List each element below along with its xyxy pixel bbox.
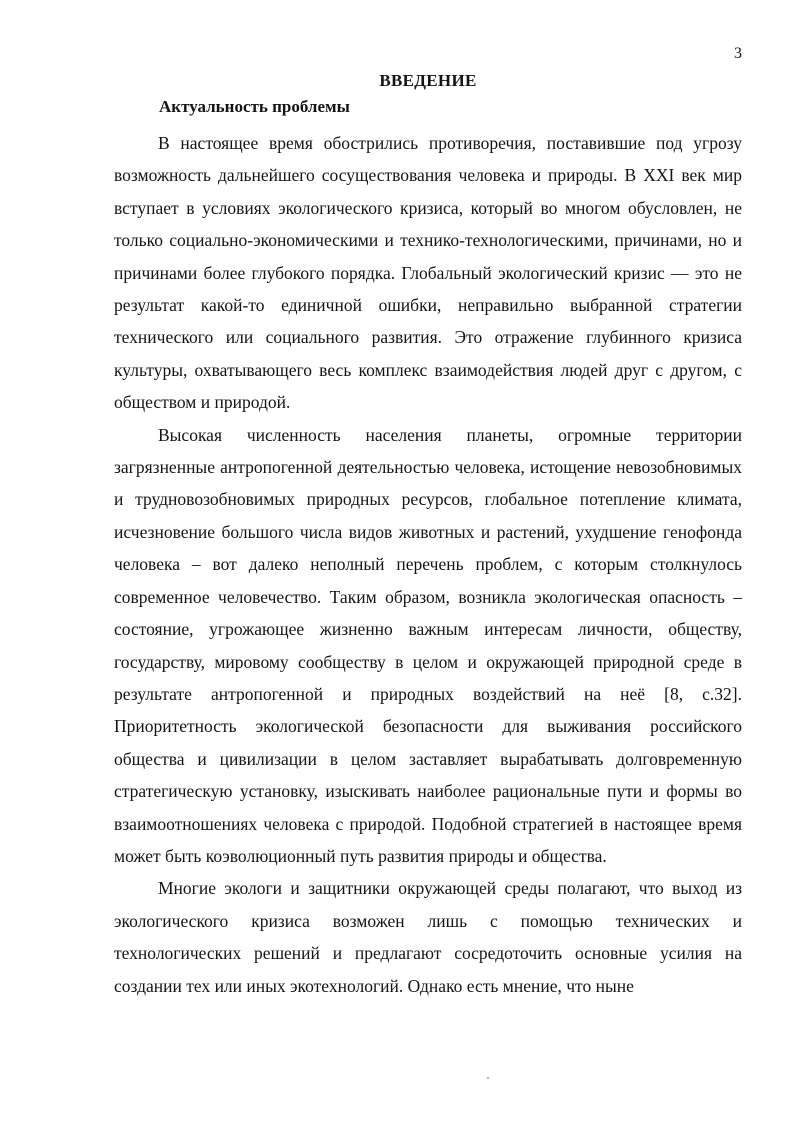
page-content — [114, 71, 742, 1002]
scan-artifact — [487, 1077, 489, 1079]
chapter-title: ВВЕДЕНИЕ — [379, 71, 477, 90]
paragraph-2: Высокая численность населения планеты, огромные территории загрязненные антропогенной деятельностью человека, истощение невозобновимых и трудновозобновимых природных ресурсов, глобальное потепление климата, исчезновение большого числа видов животных и растений, ухудшение генофонда человека – вот далеко неполный перечень проблем, с которым столкнулось современное человечество. Таким образом, возникла экологическая опасность – состояние, угрожающее жизненно важным интересам личности, обществу, государству, мировому сообществу в целом и окружающей природной среде в результате антропогенной и природных воздействий на неё [8, с.32]. Приоритетность экологической безопасности для выживания российского общества и цивилизации в целом заставляет вырабатывать долговременную стратегическую установку, изыскивать наиболее рациональные пути и формы во взаимоотношениях человека с природой. Подобной стратегией в настоящее время может быть коэволюционный путь развития природы и общества. — [114, 424, 742, 866]
section-title: Актуальность проблемы — [159, 97, 350, 116]
page-number: 3 — [734, 45, 742, 62]
paragraph-3: Многие экологи и защитники окружающей среды полагают, что выход из экологического кризиса возможен лишь с помощью технических и технологических решений и предлагают сосредоточить основные усилия на создании тех или иных экотехнологий. Однако есть мнение, что ныне — [114, 878, 742, 996]
paragraph-1: В настоящее время обострились противоречия, поставившие под угрозу возможность дальнейшего сосуществования человека и природы. В XXI век мир вступает в условиях экологического кризиса, который во многом обусловлен, не только социально-экономическими и технико-технологическими, причинами, но и причинами более глубокого порядка. Глобальный экологический кризис — это не результат какой-то единичной ошибки, неправильно выбранной стратегии технического или социального развития. Это отражение глубинного кризиса культуры, охватывающего весь комплекс взаимодействия людей друг с другом, с обществом и природой. — [114, 133, 742, 413]
